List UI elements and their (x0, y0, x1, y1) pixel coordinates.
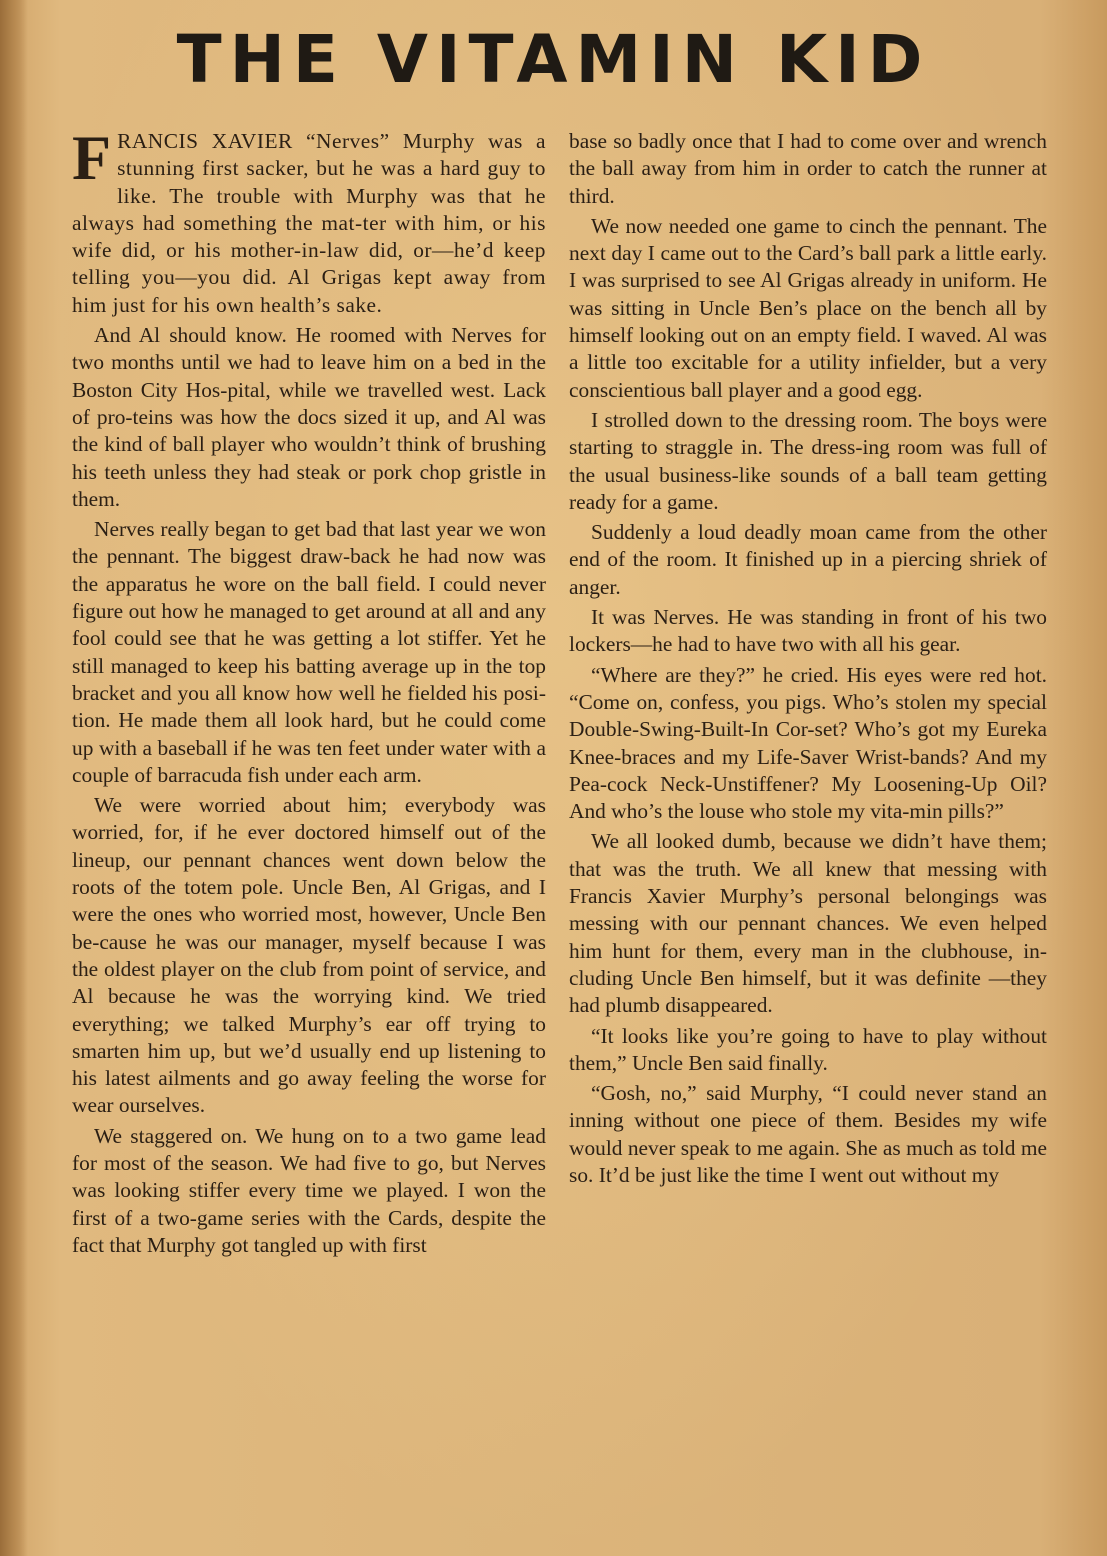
paragraph: base so badly once that I had to come over and wrench the ball away from him in order to catch the runner at third. (569, 129, 1047, 208)
paragraph: I strolled down to the dressing room. The boys were starting to straggle in. The dress-ing room was full of the usual business-like sounds of a ball team getting ready for a game. (569, 407, 1047, 514)
page-spine (0, 0, 28, 1556)
paragraph: Suddenly a loud deadly moan came from the other end of the room. It finished up in a piercing shriek of anger. (569, 520, 1047, 599)
left-column (72, 122, 546, 1262)
paragraph: And Al should know. He roomed with Nerves for two months until we had to leave him on a bed in the Boston City Hos-pital, while we travelled west. Lack of pro-teins was how the docs sized it up, and Al was the kind of ball player who wouldn’t think of brushing his teeth unless they had steak or pork chop gristle in them. (72, 323, 546, 511)
paragraph: “Gosh, no,” said Murphy, “I could never stand an inning without one piece of them. Besides my wife would never speak to me again. She as much as told me so. It’d be just like the time I went out without my (569, 1081, 1047, 1187)
paragraph-text: RANCIS XAVIER “Nerves” Murphy was a stunning first sacker, but he was a hard guy to like. The trouble with Murphy was that he always had something the mat-ter with him, or his wife did, or his mother-in-law did, or—he’d keep telling you—you did. Al Grigas kept away from him just for his own health’s sake. (72, 129, 546, 317)
paragraph: “Where are they?” he cried. His eyes were red hot. “Come on, confess, you pigs. Who’s stolen my special Double-Swing-Built-In Cor-set? Who’s got my Eureka Knee-braces and my Life-Saver Wrist-bands? And my Pea-cock Neck-Unstiffener? My Loosening-Up Oil? And who’s the louse who stole my vita-min pills?” (569, 662, 1047, 824)
paragraph (72, 122, 546, 319)
paragraph: We were worried about him; everybody was worried, for, if he ever doctored himself out of the lineup, our pennant chances went down below the roots of the totem pole. Uncle Ben, Al Grigas, and I were the ones who worried most, however, Uncle Ben be-cause he was our manager, myself because I was the oldest player on the club from point of service, and Al because he was the worrying kind. We tried everything; we talked Murphy’s ear off trying to smarten him up, but we’d usually end up listening to his latest ailments and go away feeling the worse for wear ourselves. (72, 793, 546, 1118)
paragraph: Nerves really began to get bad that last year we won the pennant. The biggest draw-back he had now was the apparatus he wore on the ball field. I could never figure out how he managed to get around at all and any fool could see that he was getting a lot stiffer. Yet he still managed to keep his batting average up in the top bracket and you all know how well he fielded his posi-tion. He made them all look hard, but he could come up with a baseball if he was ten feet under water with a couple of barracuda fish under each arm. (72, 517, 546, 787)
story-title: THE VITAMIN KID (176, 21, 931, 98)
paragraph: We all looked dumb, because we didn’t have them; that was the truth. We all knew that messing with Francis Xavier Murphy’s personal belongings was messing with our pennant chances. We even helped him hunt for them, every man in the clubhouse, in-cluding Uncle Ben himself, but it was definite —they had plumb disappeared. (569, 829, 1047, 1018)
paragraph: “It looks like you’re going to have to play without them,” Uncle Ben said finally. (569, 1023, 1047, 1075)
paragraph: We now needed one game to cinch the pennant. The next day I came out to the Card’s ball park a little early. I was surprised to see Al Grigas already in uniform. He was sitting in Uncle Ben’s place on the bench all by himself looking out on an empty field. I waved. Al was a little too excitable for a utility infielder, but a very conscientious ball player and a good egg. (569, 213, 1047, 402)
drop-cap: F (72, 122, 112, 193)
paragraph: We staggered on. We hung on to a two game lead for most of the season. We had five to go, but Nerves was looking stiffer every time we played. I won the first of a two-game series with the Cards, despite the fact that Murphy got tangled up with first (72, 1123, 546, 1257)
paragraph: It was Nerves. He was standing in front of his two lockers—he had to have two with all his gear. (569, 605, 1047, 657)
right-column (569, 128, 1047, 1192)
